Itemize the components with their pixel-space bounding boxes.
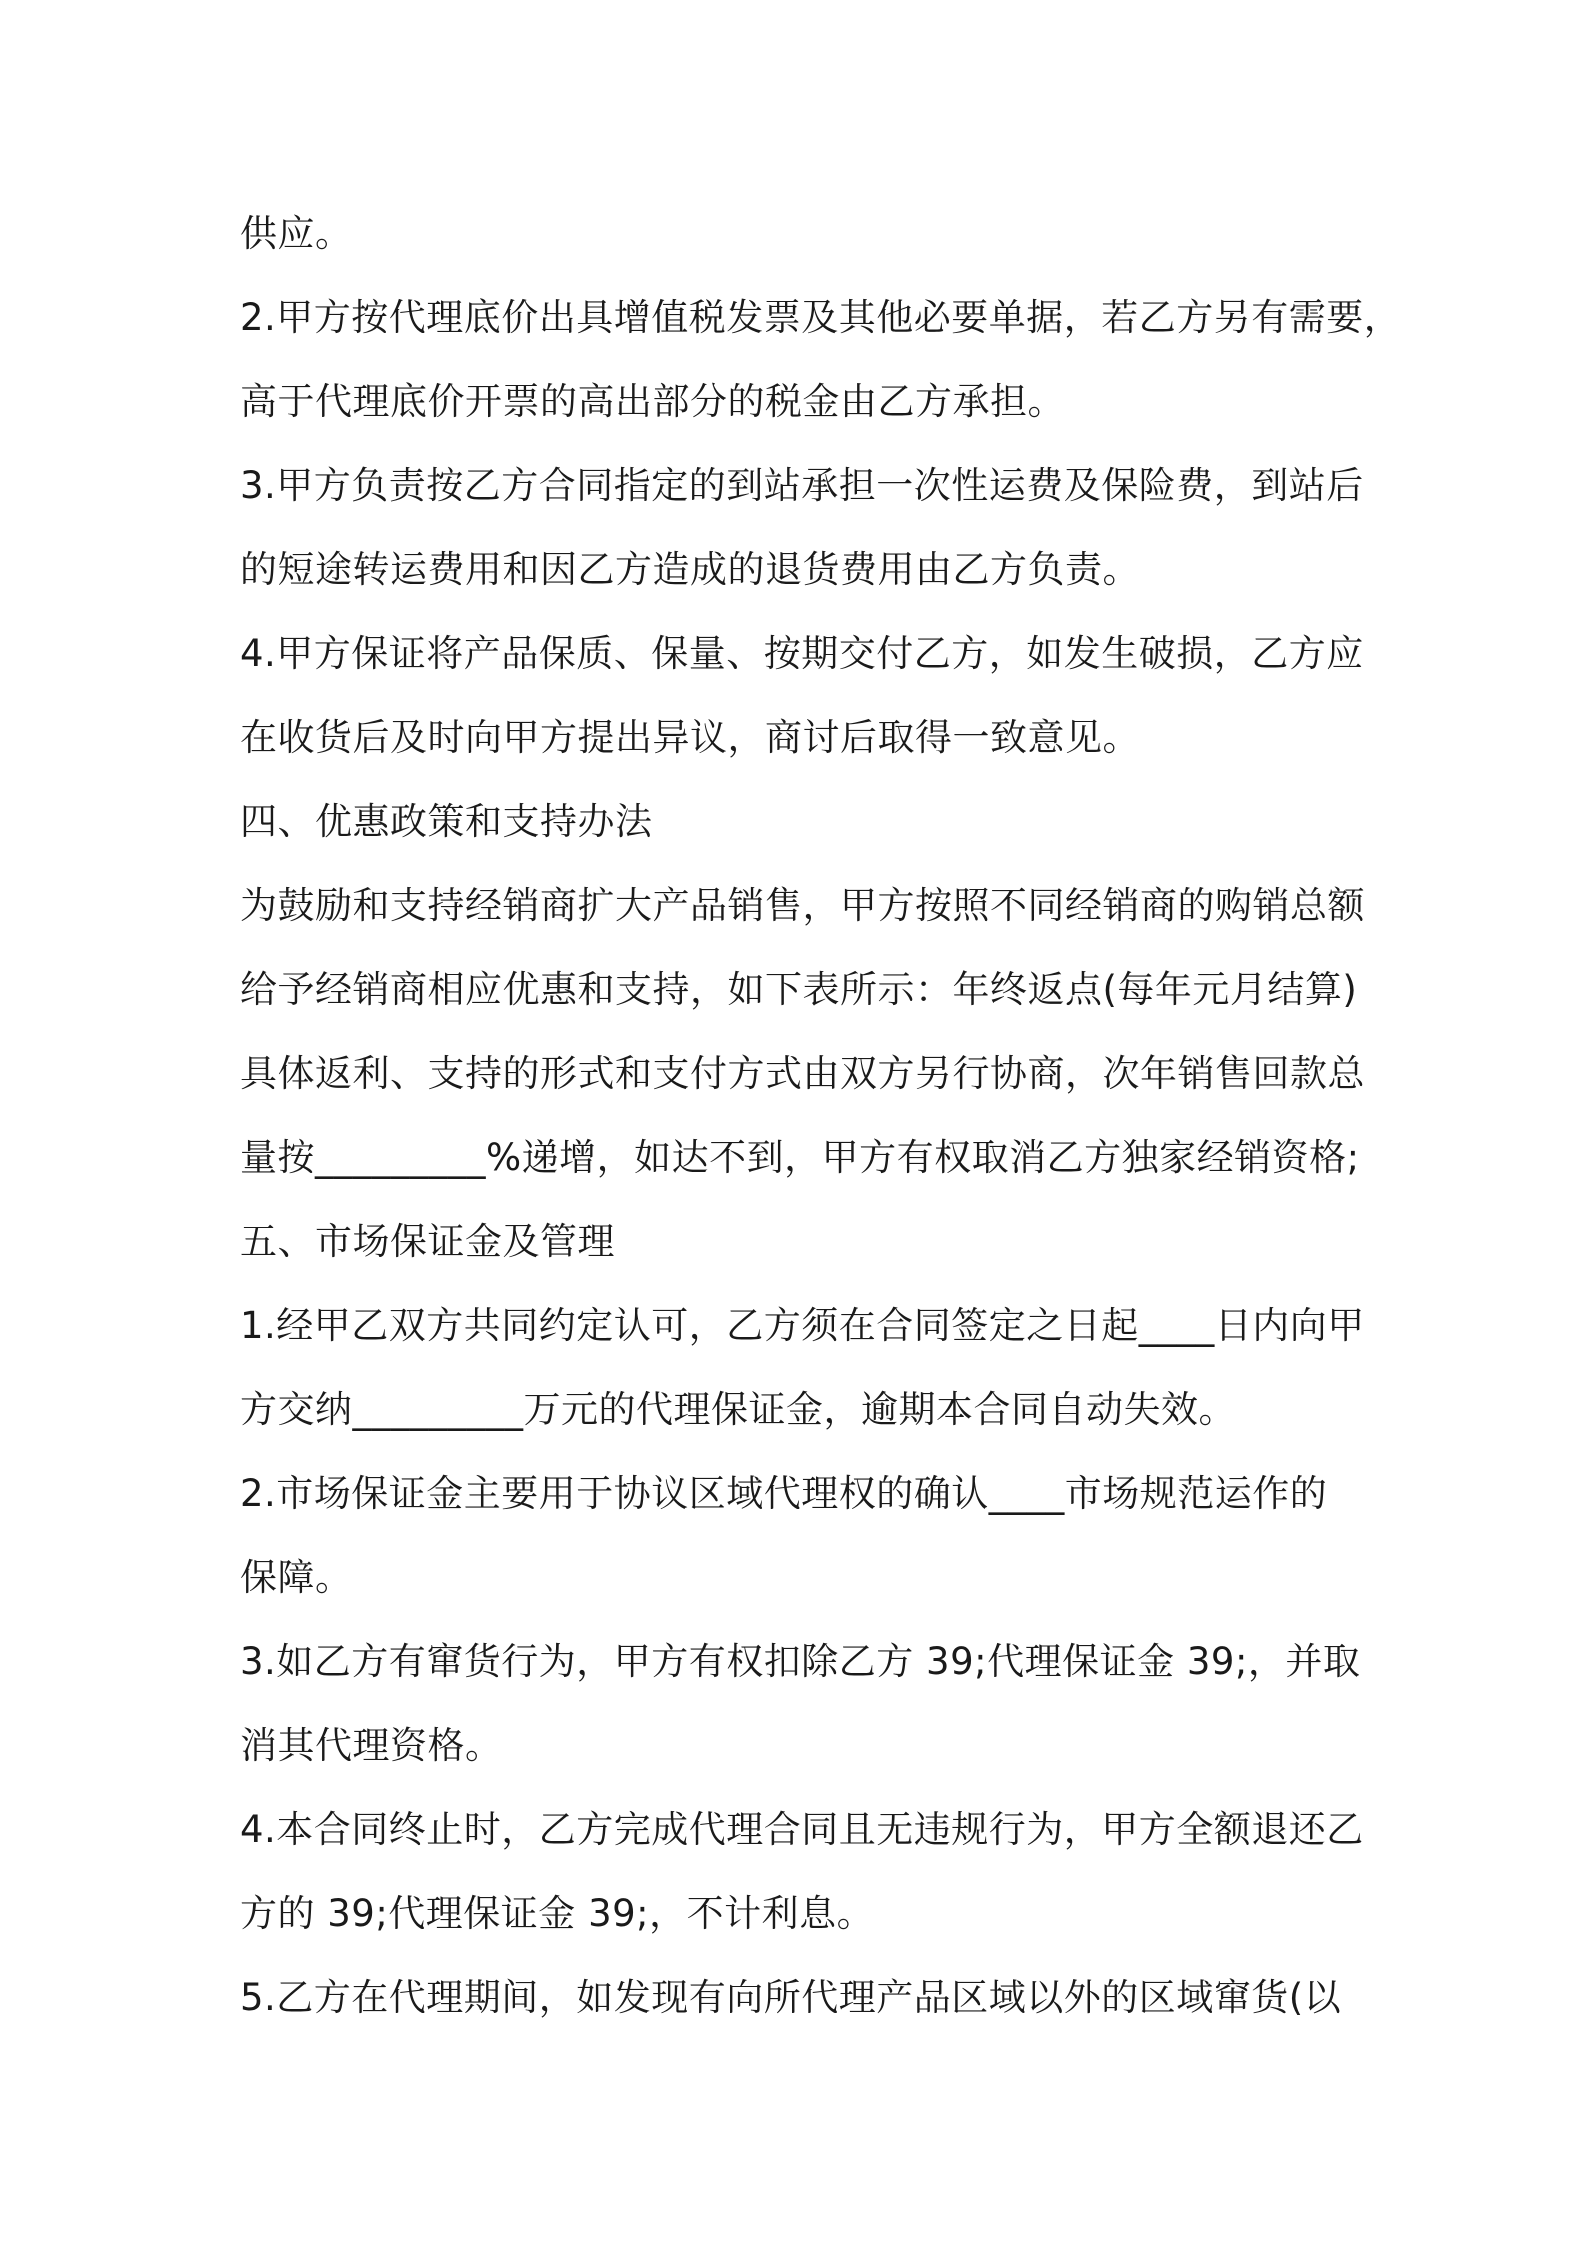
text-line: 4.本合同终止时，乙方完成代理合同且无违规行为，甲方全额退还乙 xyxy=(240,1808,1364,1851)
text-line: 4.甲方保证将产品保质、保量、按期交付乙方，如发生破损，乙方应 xyxy=(240,632,1364,675)
section-heading: 四、优惠政策和支持办法 xyxy=(240,800,653,843)
text-line: 1.经甲乙双方共同约定认可，乙方须在合同签定之日起____日内向甲 xyxy=(240,1304,1365,1347)
document-body xyxy=(240,192,1402,2040)
text-line: 2.市场保证金主要用于协议区域代理权的确认____市场规范运作的 xyxy=(240,1472,1328,1515)
text-line: 消其代理资格。 xyxy=(240,1724,503,1767)
text-line: 2.甲方按代理底价出具增值税发票及其他必要单据，若乙方另有需要， xyxy=(240,296,1402,339)
text-line: 3.如乙方有窜货行为，甲方有权扣除乙方 39;代理保证金 39;，并取 xyxy=(240,1640,1361,1683)
text-line: 给予经销商相应优惠和支持，如下表所示：年终返点(每年元月结算) xyxy=(240,968,1358,1011)
text-line: 保障。 xyxy=(240,1556,353,1599)
text-line: 5.乙方在代理期间，如发现有向所代理产品区域以外的区域窜货(以 xyxy=(240,1976,1342,2019)
text-line: 供应。 xyxy=(240,212,353,255)
text-line: 在收货后及时向甲方提出异议，商讨后取得一致意见。 xyxy=(240,716,1140,759)
text-line: 高于代理底价开票的高出部分的税金由乙方承担。 xyxy=(240,380,1065,423)
text-line: 方的 39;代理保证金 39;，不计利息。 xyxy=(240,1892,875,1935)
text-line: 方交纳_________万元的代理保证金，逾期本合同自动失效。 xyxy=(240,1388,1236,1431)
section-heading: 五、市场保证金及管理 xyxy=(240,1220,615,1263)
text-line: 量按_________%递增，如达不到，甲方有权取消乙方独家经销资格; xyxy=(240,1136,1360,1179)
text-line: 3.甲方负责按乙方合同指定的到站承担一次性运费及保险费，到站后 xyxy=(240,464,1364,507)
text-line: 为鼓励和支持经销商扩大产品销售，甲方按照不同经销商的购销总额 xyxy=(240,884,1365,927)
text-line: 的短途转运费用和因乙方造成的退货费用由乙方负责。 xyxy=(240,548,1140,591)
text-line: 具体返利、支持的形式和支付方式由双方另行协商，次年销售回款总 xyxy=(240,1052,1365,1095)
